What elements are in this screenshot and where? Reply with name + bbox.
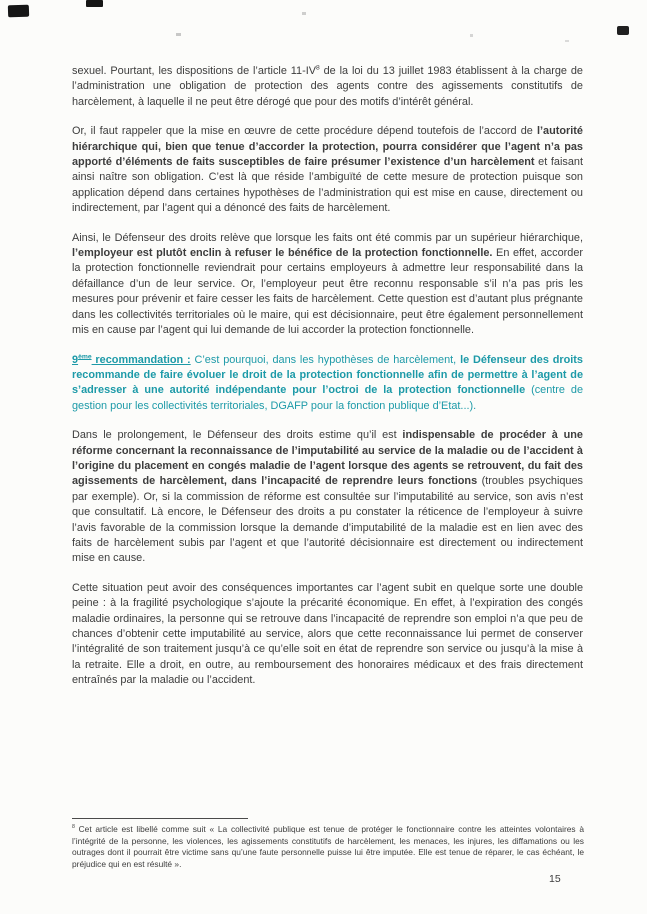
footnote-separator xyxy=(72,818,248,819)
paragraph-3 xyxy=(72,231,583,339)
scan-artifact xyxy=(302,12,306,15)
text-run: et faisant ainsi naître son obligation. C’est là que réside l’ambiguïté de cette mesure de protection puisque son application dépend dans certaines hypothèses de l’administration qui est mise en cause, directement ou indirectement, par l’agent qui a dénoncé des faits de harcèlement. xyxy=(72,156,583,215)
text-run: 8 xyxy=(72,824,75,831)
text-run: indispensable de procéder à une réforme concernant la reconnaissance de l’imputabilité au service de la maladie ou de l’accident à l’origine du placement en congés maladie de l’agent lorsque des agents se retrouvent, du fait des agissements de harcèlement, dans l’incapacité de reprendre leurs fonctions xyxy=(72,429,583,488)
text-run: Or, il faut rappeler que la mise en œuvre de cette procédure dépend toutefois de l’accord de xyxy=(72,125,537,138)
paragraph-recommendation-9 xyxy=(72,353,583,415)
text-run: (centre de gestion pour les collectivités territoriales, DGAFP pour la fonction publique d’Etat...). xyxy=(72,384,584,412)
scan-artifact xyxy=(176,33,181,36)
text-run: recommandation : xyxy=(91,353,191,366)
document-body xyxy=(72,64,583,703)
scan-artifact xyxy=(617,26,629,35)
text-run: Dans le prolongement, le Défenseur des droits estime qu’il est xyxy=(72,429,403,442)
page-number: 15 xyxy=(549,873,561,885)
scan-artifact xyxy=(470,34,473,37)
paragraph-2 xyxy=(72,124,583,216)
text-run: Cet article est libellé comme suit « La collectivité publique est tenue de protéger le fonctionnaire contre les atteintes volontaires à l’intégrité de la personne, les violences, les agissements constitutifs de harcèlement, les menaces, les injures, les diffamations ou les outrages dont il pourrait être victime sans qu’une faute personnelle puisse lui être imputée. Elle est tenue de réparer, le cas échéant, le préjudice qui en est résulté ». xyxy=(72,824,584,870)
footnote xyxy=(72,818,584,871)
text-run: de la loi du 13 juillet 1983 établissent à la charge de l’administration une obligation de protection des agents contre des agissements constitutifs de harcèlement, à laquelle il ne peut être dérogé que pour des motifs d’intérêt général. xyxy=(72,65,583,108)
scan-artifact xyxy=(8,5,29,18)
footnote-text xyxy=(72,824,584,871)
paragraph-4 xyxy=(72,428,583,567)
text-run: 9 xyxy=(72,353,79,366)
scan-artifact xyxy=(86,0,103,7)
text-run: sexuel. Pourtant, les dispositions de l’article 11-IV xyxy=(72,65,316,77)
text-run: l’autorité hiérarchique qui, bien que tenue d’accorder la protection, pourra considérer que l’agent n’a pas apporté d’éléments de faits susceptibles de faire présumer l’existence d’un harcèlement xyxy=(72,125,583,169)
text-run: C’est pourquoi, dans les hypothèses de harcèlement, xyxy=(190,353,461,366)
paragraph-5 xyxy=(72,581,583,689)
text-run: Ainsi, le Défenseur des droits relève que lorsque les faits ont été commis par un supérieur hiérarchique, xyxy=(72,231,583,244)
text-run: le Défenseur des droits recommande de faire évoluer le droit de la protection fonctionnelle afin de permettre à l’agent de s’adresser à une autorité indépendante pour l’octroi de la protection fonctionnelle xyxy=(72,353,583,397)
text-run: 8 xyxy=(315,64,320,72)
text-run: ème xyxy=(78,352,92,360)
text-run: En effet, accorder la protection fonctionnelle reviendrait pour certains employeurs à admettre leur responsabilité dans la défaillance d’un de leur service. Or, l’employeur peut être reconnu responsable s’il n’a pas pris les mesures pour prévenir et faire cesser les faits de harcèlement. Cette question est d’autant plus prégnante dans les collectivités territoriales où le maire, qui est décisionnaire, peut être également personnellement mis en cause par l’agent qui lui demande de lui accorder la protection fonctionnelle. xyxy=(72,247,583,337)
paragraph-1 xyxy=(72,64,583,110)
text-run: (troubles psychiques par exemple). Or, si la commission de réforme est consultée sur l’imputabilité au service, son avis n’est que consultatif. Là encore, le Défenseur des droits a pu constater la réticence de l’employeur à suivre l’avis favorable de la commission lorsque la demande d’imputabilité de la maladie est en lien avec des faits de harcèlement subis par l’agent et que l’autorité décisionnaire est directement ou indirectement mise en cause. xyxy=(72,475,583,565)
text-run: l’employeur est plutôt enclin à refuser le bénéfice de la protection fonctionnelle. xyxy=(72,247,493,260)
scan-artifact xyxy=(565,40,569,42)
text-run: Cette situation peut avoir des conséquences importantes car l’agent subit en quelque sorte une double peine : à la fragilité psychologique s’ajoute la précarité économique. En effet, à l’expiration des congés maladie ordinaires, la personne qui se retrouve dans l’incapacité de reprendre son emploi n’a que peu de chances d’obtenir cette imputabilité au service, alors que cette reconnaissance lui permet de conserver l’intégralité de son traitement jusqu’à ce qu’elle soit en état de reprendre son service ou jusqu’à la mise à la retraite. Elle a droit, en outre, au remboursement des honoraires médicaux et des frais directement entraînés par la maladie ou l’accident. xyxy=(72,581,583,687)
